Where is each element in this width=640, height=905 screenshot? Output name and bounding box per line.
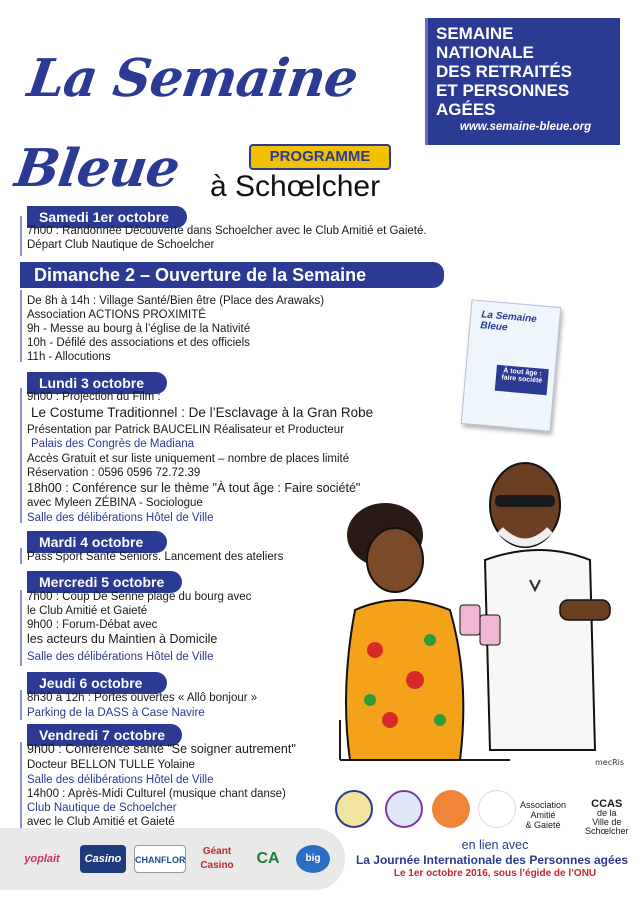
assoc-line: Association	[520, 800, 567, 810]
event-line: 10h - Défilé des associations et des officiels	[27, 337, 250, 349]
logo-text: La Semaine Bleue	[11, 48, 362, 199]
big-logo: big	[296, 845, 330, 873]
poster-tagline: À tout âge : faire société	[495, 365, 549, 395]
box-title-line: DES RETRAITÉS	[436, 62, 573, 81]
event-line: les acteurs du Maintien à Domicile	[27, 632, 218, 646]
title-box	[425, 18, 620, 145]
geant-casino-logo: Géant Casino	[200, 846, 234, 871]
chanflor-logo: CHANFLOR	[134, 845, 186, 873]
venue-line: Salle des délibérations Hôtel de Ville	[27, 512, 214, 524]
day-header-mercredi: Mercredi 5 octobre	[27, 571, 182, 593]
event-line: 9h - Messe au bourg à l’église de la Nativité	[27, 323, 251, 335]
schoelcher-crest-icon	[335, 790, 373, 828]
association-amitie-logo	[520, 800, 566, 830]
event-line: avec Myleen ZÉBINA - Sociologue	[27, 497, 203, 509]
dove-icon	[478, 790, 516, 828]
ccas-logo	[585, 800, 629, 836]
day-header-vendredi: Vendredi 7 octobre	[27, 724, 182, 746]
illustration-signature: mecRis	[595, 758, 625, 767]
box-title-line: ET PERSONNES	[436, 81, 570, 100]
event-line: avec le Club Amitié et Gaieté	[27, 816, 175, 828]
venue-line: Palais des Congrès de Madiana	[31, 438, 195, 450]
event-line: le Club Amitié et Gaieté	[27, 605, 148, 617]
event-line: 9h00 : Conférence santé "Se soigner autrement"	[27, 742, 296, 756]
event-line: 9h00 : Forum-Débat avec	[27, 619, 158, 631]
box-title-line: SEMAINE	[436, 24, 514, 43]
venue-line: Salle des délibérations Hôtel de Ville	[27, 774, 214, 786]
event-line: 8h30 à 12h : Portes ouvertes « Allô bonjour »	[27, 692, 258, 704]
ccas-line: CCAS	[591, 798, 623, 810]
footer-event: La Journée Internationale des Personnes agées	[355, 853, 629, 867]
section-rule	[20, 548, 22, 564]
day-header-jeudi: Jeudi 6 octobre	[27, 672, 167, 694]
section-rule	[20, 742, 22, 832]
section-rule	[20, 590, 22, 666]
event-line: Association ACTIONS PROXIMITÉ	[27, 309, 206, 321]
venue-line: Parking de la DASS à Case Navire	[27, 707, 205, 719]
yoplait-logo: yoplait	[24, 853, 60, 865]
event-line: Accès Gratuit et sur liste uniquement – nombre de places limité	[27, 453, 350, 465]
event-line: 18h00 : Conférence sur le thème "À tout âge : Faire société"	[27, 481, 361, 495]
event-line: Le Costume Traditionnel : De l’Esclavage à la Gran Robe	[31, 405, 374, 420]
assoc-line: & Gaieté	[525, 820, 561, 830]
venue-line: Club Nautique de Schoelcher	[27, 802, 177, 814]
footer-date: Le 1er octobre 2016, sous l’égide de l’ONU	[393, 868, 597, 879]
venue-line: Salle des délibérations Hôtel de Ville	[27, 651, 214, 663]
event-line: 9h00 : Projection du Film :	[27, 391, 161, 403]
poster-thumbnail	[461, 299, 562, 431]
box-title-line: AGÉES	[436, 100, 496, 119]
event-line: De 8h à 14h : Village Santé/Bien être (Place des Arawaks)	[27, 295, 325, 307]
event-line: Pass’Sport Santé Seniors. Lancement des ateliers	[27, 551, 284, 563]
event-line: 7h00 : Randonnée Découverte dans Schoelcher avec le Club Amitié et Gaieté.	[27, 225, 427, 237]
programme-badge: PROGRAMME	[249, 144, 391, 170]
day-header-lundi: Lundi 3 octobre	[27, 372, 167, 394]
box-title	[428, 18, 620, 119]
event-line: Présentation par Patrick BAUCELIN Réalisateur et Producteur	[27, 424, 345, 436]
ccas-line: Schœlcher	[585, 826, 629, 836]
section-rule	[20, 216, 22, 256]
website-url[interactable]: www.semaine-bleue.org	[459, 121, 592, 133]
event-line: Départ Club Nautique de Schoelcher	[27, 239, 215, 251]
day-header-samedi: Samedi 1er octobre	[27, 206, 187, 228]
footer-intro: en lien avec	[461, 838, 529, 852]
event-line: 14h00 : Après-Midi Culturel (musique chant danse)	[27, 788, 286, 800]
section-rule	[20, 290, 22, 362]
assoc-line: Amitié	[530, 810, 556, 820]
event-line: 11h - Allocutions	[27, 351, 111, 363]
credit-agricole-logo: CA	[256, 850, 280, 867]
partner-icon	[385, 790, 423, 828]
city-title: à Schœlcher	[210, 170, 381, 203]
elderly-couple-illustration	[330, 460, 630, 780]
box-title-line: NATIONALE	[436, 43, 534, 62]
partner-icon	[432, 790, 470, 828]
ccas-line: Ville de	[592, 817, 622, 827]
section-rule	[20, 388, 22, 523]
casino-logo: Casino	[80, 845, 126, 873]
ccas-line: de la	[596, 808, 617, 818]
event-line: Docteur BELLON TULLE Yolaine	[27, 759, 195, 771]
section-rule	[20, 690, 22, 720]
event-line: Réservation : 0596 0596 72.72.39	[27, 467, 201, 479]
day-header-mardi: Mardi 4 octobre	[27, 531, 167, 553]
poster-title: La Semaine Bleue	[479, 309, 538, 334]
event-line: 7h00 : Coup De Senne plage du bourg avec	[27, 591, 252, 603]
day-header-dimanche: Dimanche 2 – Ouverture de la Semaine	[20, 262, 444, 288]
